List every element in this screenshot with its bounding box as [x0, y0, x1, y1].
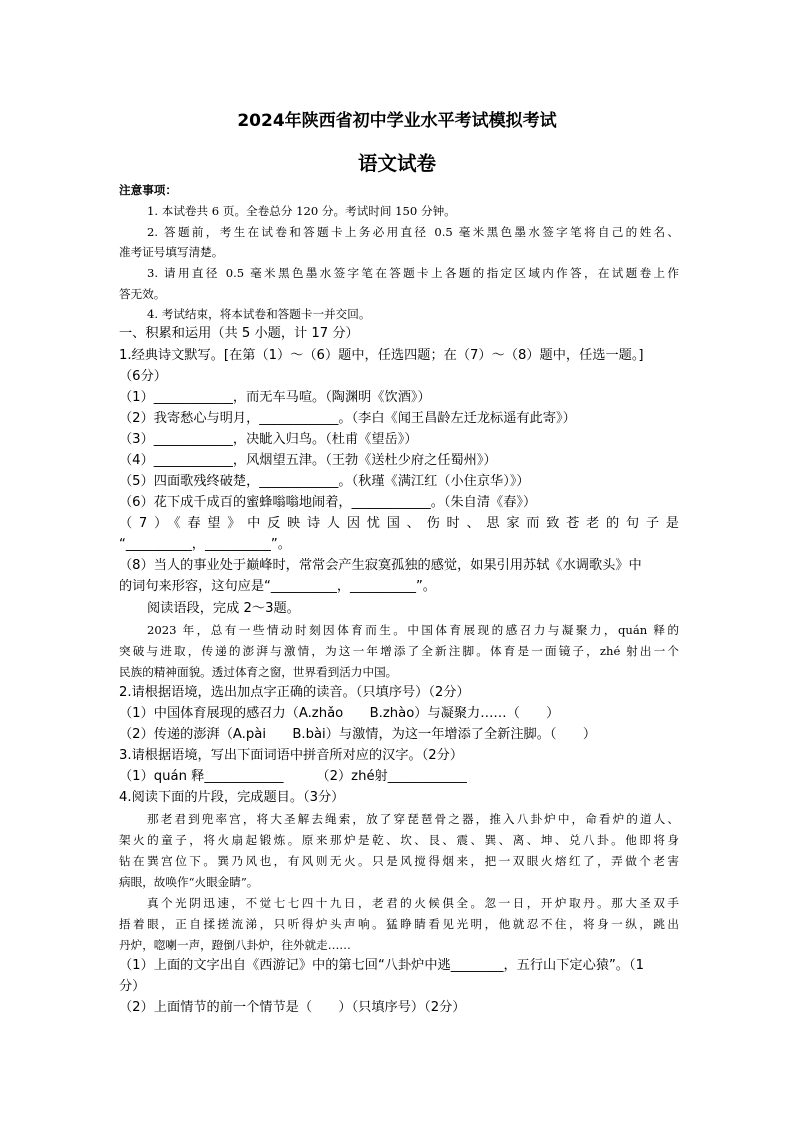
q1-line-4: （4）____________，风烟望五津。（王勃《送杜少府之任蜀州》）: [119, 453, 497, 468]
q4-excerpt-p1-line-3: 钻在巽宫位下。巽乃风也，有风则无火。只是风搅得烟来，把一双眼火熔红了，弄做个老害: [119, 854, 679, 868]
notice-heading: 注意事项：: [119, 183, 177, 197]
exam-title: 2024年陕西省初中学业水平考试模拟考试: [237, 111, 557, 131]
q1-line-7: （7）《春望》中反映诗人因忧国、伤时、思家而致苍老的句子是: [119, 516, 679, 531]
notice-item-2: 2. 答题前，考生在试卷和答题卡上务必用直径 0.5 毫米黑色墨水签字笔将自己的姓名、: [147, 225, 679, 239]
q3-stem: 3.请根据语境，写出下面词语中拼音所对应的汉字。（2分）: [119, 748, 464, 763]
q1-line-2: （2）我寄愁心与明月，____________。（李白《闻王昌龄左迁龙标遥有此寄》）: [119, 411, 576, 426]
q1-line-5: （5）四面歌残终破楚，____________。（秋瑾《满江红（小住京华）》）: [119, 474, 530, 489]
reading-intro: 阅读语段，完成 2～3题。: [147, 601, 300, 616]
reading-para-line-1: 2023 年，总有一些情动时刻因体育而生。中国体育展现的感召力与凝聚力，quán 释的: [147, 623, 679, 637]
q4-excerpt-p2-line-3: 丹炉，唿喇一声，蹬倒八卦炉，往外就走……: [119, 938, 351, 952]
section-1-heading: 一、积累和运用（共 5 小题，计 17 分）: [119, 326, 359, 341]
q4-sub-1-cont: 分）: [119, 979, 146, 994]
reading-para-line-3: 民族的精神面貌。透过体育之窗，世界看到活力中国。: [119, 665, 398, 679]
q1-line-1: （1）____________，而无车马喧。（陶渊明《饮酒》）: [119, 390, 431, 405]
q1-line-7-blanks: “__________，__________”。: [119, 537, 291, 552]
q4-sub-1: （1）上面的文字出自《西游记》中的第七回“八卦炉中逃________，五行山下定心猿”。（1: [119, 958, 644, 973]
q1-stem: 1.经典诗文默写。[在第（1）～（6）题中，任选四题；在（7）～（8）题中，任选一题。]: [119, 348, 644, 363]
q4-excerpt-p1-line-4: 病眼，故唤作“火眼金睛”。: [119, 875, 259, 889]
notice-item-1: 1. 本试卷共 6 页。全卷总分 120 分。考试时间 150 分钟。: [147, 204, 456, 218]
q4-excerpt-p2-line-2: 捂着眼，正自揉搓流涕，只听得炉头声响。猛睁睛看见光明，他就忍不住，将身一纵，跳出: [119, 917, 679, 931]
q4-excerpt-p2-line-1: 真个光阴迅速，不觉七七四十九日，老君的火候俱全。忽一日，开炉取丹。那大圣双手: [147, 896, 679, 910]
q4-sub-2: （2）上面情节的前一个情节是（ ）（只填序号）（2分）: [119, 1000, 466, 1015]
q4-excerpt-p1-line-1: 那老君到兜率宫，将大圣解去绳索，放了穿琵琶骨之器，推入八卦炉中，命看炉的道人、: [147, 812, 679, 826]
q4-stem: 4.阅读下面的片段，完成题目。（3分）: [119, 790, 345, 805]
q1-line-3: （3）____________，决眦入归鸟。（杜甫《望岳》）: [119, 432, 418, 447]
q1-line-8-cont: 的词句来形容，这句应是“__________，__________”。: [119, 579, 436, 594]
q1-line-6: （6）花下成千成百的蜜蜂嗡嗡地闹着，____________。（朱自清《春》）: [119, 495, 537, 510]
q4-excerpt-p1-line-2: 架火的童子，将火扇起锻炼。原来那炉是乾、坎、艮、震、巽、离、坤、兑八卦。他即将身: [119, 833, 679, 847]
notice-item-2-cont: 准考证号填写清楚。: [119, 245, 224, 259]
paper-subtitle: 语文试卷: [357, 152, 436, 175]
reading-para-line-2: 突破与进取，传递的澎湃与激情，为这一年增添了全新注脚。体育是一面镜子，zhé 射出一个: [119, 644, 679, 658]
q1-score: （6分）: [119, 369, 167, 384]
q1-line-8: （8）当人的事业处于巅峰时，常常会产生寂寞孤独的感觉，如果引用苏轼《水调歌头》中: [119, 558, 642, 573]
q3-line: （1）quán 释____________ （2）zhé射____________: [119, 769, 467, 784]
q2-line-1: （1）中国体育展现的感召力（A.zhǎo B.zhào）与凝聚力……（ ）: [119, 706, 560, 721]
notice-item-3-cont: 答无效。: [119, 287, 166, 301]
notice-item-4: 4. 考试结束，将本试卷和答题卡一并交回。: [147, 307, 371, 321]
notice-item-3: 3. 请用直径 0.5 毫米黑色墨水签字笔在答题卡上各题的指定区域内作答，在试题卷上作: [147, 266, 679, 280]
q2-line-2: （2）传递的澎湃（A.pài B.bài）与激情，为这一年增添了全新注脚。（ ）: [119, 727, 597, 742]
q2-stem: 2.请根据语境，选出加点字正确的读音。（只填序号）（2分）: [119, 685, 470, 700]
